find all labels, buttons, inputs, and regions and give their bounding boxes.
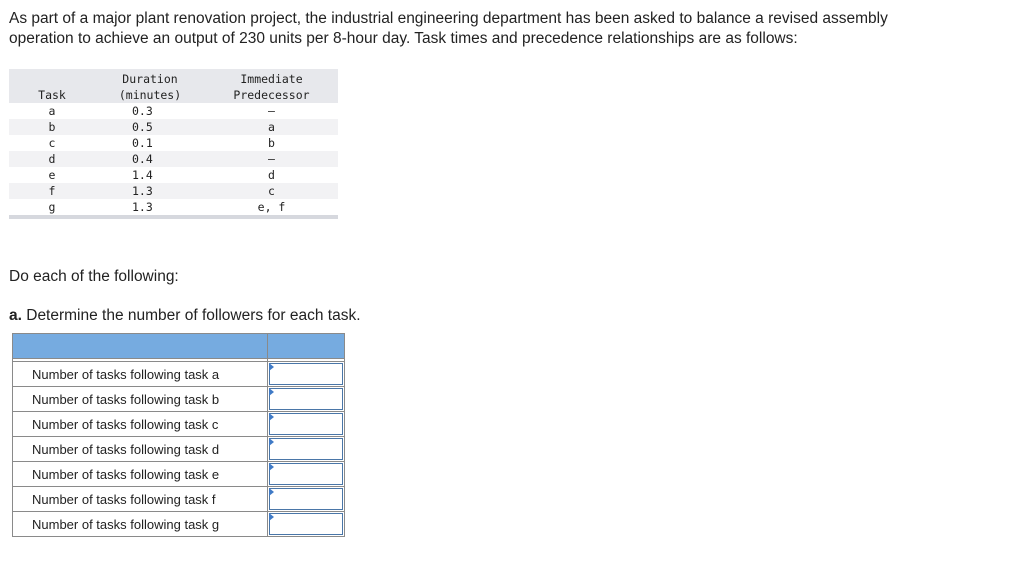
cell-predecessor: d [268,168,275,182]
followers-answer-table [12,333,345,537]
followers-task-b-input[interactable] [269,388,343,410]
answer-row-label: Number of tasks following task d [13,437,268,462]
flag-icon [269,463,274,471]
header-duration-line-2: (minutes) [95,88,205,104]
followers-task-c-input[interactable] [269,413,343,435]
table-row [9,135,338,151]
problem-statement-line-1: As part of a major plant renovation project, the industrial engineering department has been asked to balance a revised assembly [9,10,888,27]
cell-predecessor: b [268,136,275,150]
followers-task-d-input[interactable] [269,438,343,460]
answer-row-label: Number of tasks following task f [13,487,268,512]
table-row [9,119,338,135]
answer-row [13,387,345,412]
header-predecessor-line-2: Predecessor [205,88,338,104]
table-footer-rule [9,215,338,219]
cell-task: e [48,168,56,182]
cell-task: d [9,151,95,167]
cell-duration: 0.5 [95,119,205,135]
answer-row [13,362,345,387]
task-precedence-table [9,69,338,219]
cell-predecessor: c [205,183,338,199]
cell-duration: 0.1 [132,136,153,150]
part-a-question [9,307,361,325]
cell-predecessor: – [268,104,275,118]
answer-row [13,487,345,512]
answer-row [13,437,345,462]
followers-task-g-input[interactable] [269,513,343,535]
instructions-text: Do each of the following: [9,268,179,285]
problem-statement [9,9,1009,49]
answer-row-label: Number of tasks following task e [13,462,268,487]
flag-icon [269,388,274,396]
cell-predecessor: e, f [257,200,286,214]
header-duration-line-1: Duration [95,72,205,88]
flag-icon [269,413,274,421]
cell-duration: 1.3 [132,200,153,214]
answer-row [13,462,345,487]
flag-icon [269,488,274,496]
table-row [9,167,338,183]
cell-task: g [48,200,56,214]
table-row [9,199,338,215]
flag-icon [269,438,274,446]
answer-row [13,512,345,537]
header-task [9,72,95,88]
cell-task: a [48,104,56,118]
cell-task: c [48,136,56,150]
part-a-label: a. [9,307,22,324]
answer-row-label: Number of tasks following task a [13,362,268,387]
answer-table-header [13,334,345,359]
table-row [9,183,338,199]
answer-row [13,412,345,437]
flag-icon [269,363,274,371]
cell-duration: 1.3 [95,183,205,199]
header-predecessor-line-1: Immediate [205,72,338,88]
cell-duration: 1.4 [132,168,153,182]
cell-task: f [9,183,95,199]
part-a-text: Determine the number of followers for each task. [21,307,361,324]
followers-task-a-input[interactable] [269,363,343,385]
flag-icon [269,513,274,521]
cell-task: b [9,119,95,135]
cell-predecessor: a [205,119,338,135]
answer-row-label: Number of tasks following task c [13,412,268,437]
answer-header-input-column [268,334,345,359]
cell-duration: 0.4 [95,151,205,167]
answer-row-label: Number of tasks following task g [13,512,268,537]
header-task-label: Task [9,88,95,104]
followers-task-e-input[interactable] [269,463,343,485]
followers-task-f-input[interactable] [269,488,343,510]
cell-duration: 0.3 [132,104,153,118]
table-row [9,151,338,167]
answer-header-label-column [13,334,268,359]
table-row [9,103,338,119]
cell-predecessor: – [205,151,338,167]
answer-row-label: Number of tasks following task b [13,387,268,412]
problem-statement-line-2: operation to achieve an output of 230 units per 8-hour day. Task times and precedence relationships are as follows: [9,30,798,47]
